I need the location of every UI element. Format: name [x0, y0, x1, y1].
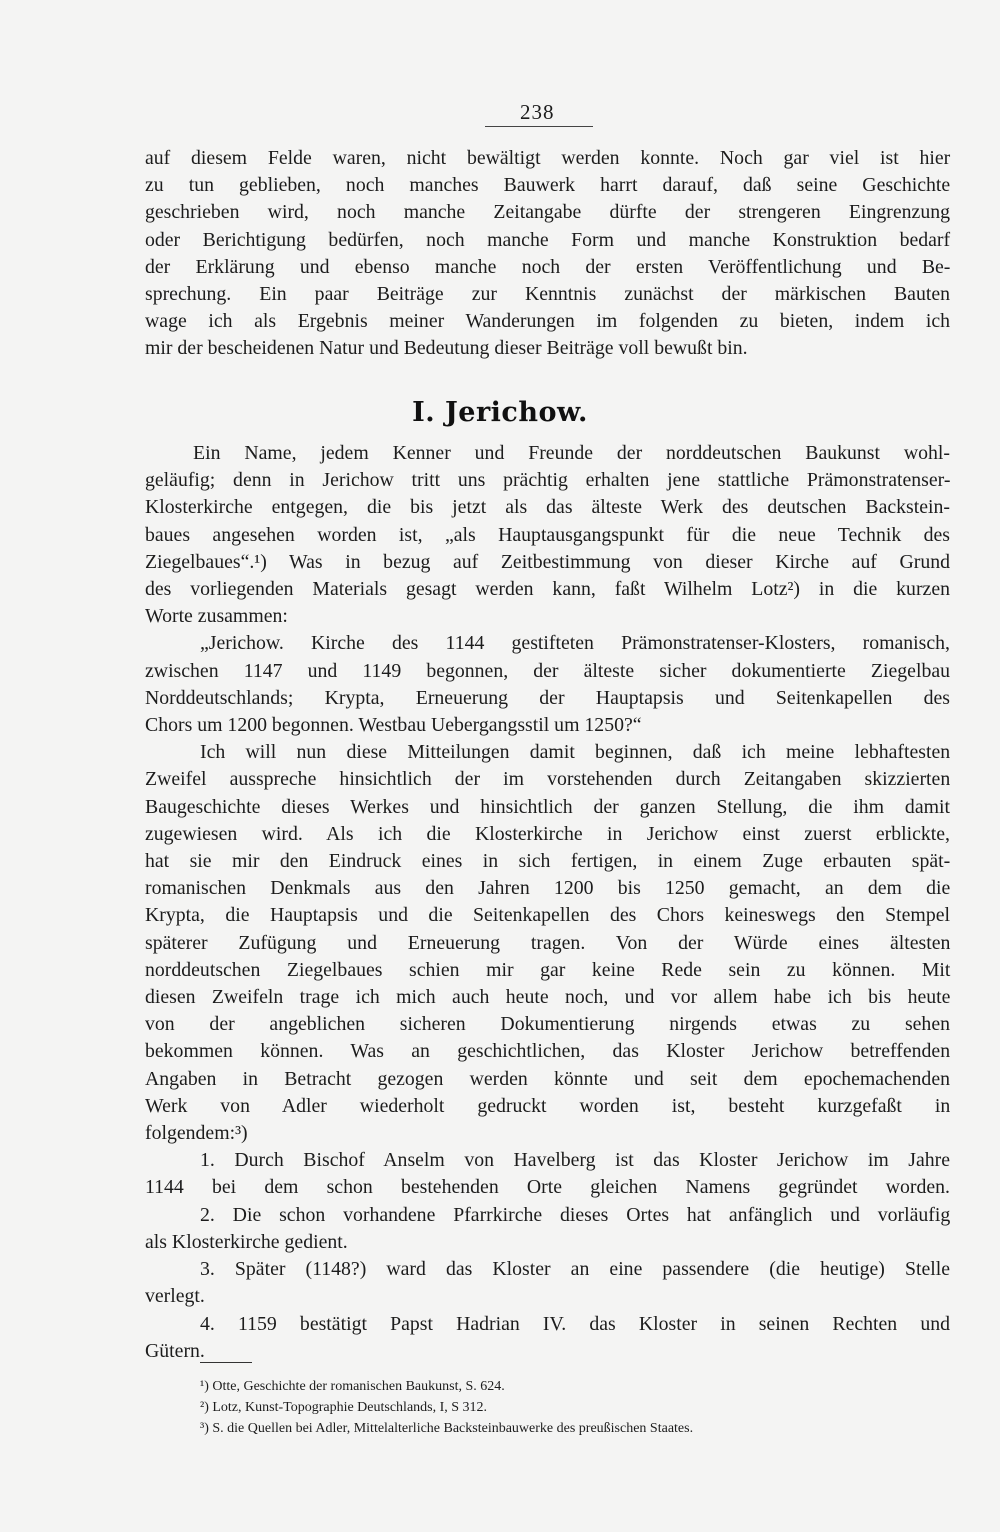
text-line: geschrieben wird, noch manche Zeitangabe dürfte der strengeren Eingrenzung — [145, 201, 950, 224]
text-line: 3. Später (1148?) ward das Kloster an eine passendere (die heutige) Stelle — [200, 1258, 950, 1281]
text-line: Klosterkirche entgegen, die bis jetzt als das älteste Werk des deutschen Backstein- — [145, 496, 950, 519]
text-line: Krypta, die Hauptapsis und die Seitenkapellen des Chors keineswegs den Stempel — [145, 904, 950, 927]
text-line: zu tun geblieben, noch manches Bauwerk harrt darauf, daß seine Geschichte — [145, 174, 951, 197]
text-line: 1144 bei dem schon bestehenden Orte gleichen Namens gegründet worden. — [145, 1176, 950, 1199]
text-line: Gütern. — [145, 1339, 205, 1362]
text-line: zugewiesen wird. Als ich die Klosterkirche in Jerichow einst zuerst erblickte, — [145, 822, 950, 845]
text-line: Angaben in Betracht gezogen werden könnte und seit dem epochemachenden — [145, 1067, 950, 1090]
text-line: zwischen 1147 und 1149 begonnen, der älteste sicher dokumentierte Ziegelbau — [145, 659, 950, 682]
text-line: späterer Zufügung und Erneuerung tragen. Von der Würde eines ältesten — [145, 931, 951, 954]
text-line: wage ich als Ergebnis meiner Wanderungen im folgenden zu bieten, indem ich — [145, 310, 950, 333]
page-number-rule — [485, 126, 593, 127]
footnote: ¹) Otte, Geschichte der romanischen Baukunst, S. 624. — [200, 1379, 505, 1394]
page-number: 238 — [520, 100, 555, 124]
footnote: ²) Lotz, Kunst-Topographie Deutschlands, I, S 312. — [200, 1400, 488, 1415]
text-line: baues angesehen worden ist, „als Hauptausgangspunkt für die neue Technik des — [145, 523, 950, 546]
text-line: Chors um 1200 begonnen. Westbau Uebergangsstil um 1250?“ — [145, 714, 642, 737]
text-line: von der angeblichen sicheren Dokumentierung nirgends etwas zu sehen — [145, 1013, 950, 1036]
section-heading: I. Jerichow. — [412, 397, 588, 428]
text-line: 1. Durch Bischof Anselm von Havelberg ist das Kloster Jerichow im Jahre — [200, 1149, 950, 1172]
text-line: Worte zusammen: — [145, 605, 288, 628]
text-line: bekommen können. Was an geschichtlichen, das Kloster Jerichow betreffenden — [145, 1040, 951, 1063]
text-line: Ziegelbaues“.¹) Was in bezug auf Zeitbestimmung von dieser Kirche auf Grund — [145, 550, 950, 573]
text-line: des vorliegenden Materials gesagt werden kann, faßt Wilhelm Lotz²) in die kurzen — [145, 578, 950, 601]
text-line: hat sie mir den Eindruck eines in sich fertigen, in einem Zuge erbauten spät- — [145, 850, 951, 873]
text-line: Ein Name, jedem Kenner und Freunde der norddeutschen Baukunst wohl- — [193, 442, 950, 464]
text-line: 4. 1159 bestätigt Papst Hadrian IV. das Kloster in seinen Rechten und — [200, 1312, 950, 1335]
footnotes — [200, 1376, 900, 1439]
text-line: geläufig; denn in Jerichow tritt uns prächtig erhalten jene stattliche Prämonstratenser- — [145, 469, 951, 492]
text-line: Baugeschichte dieses Werkes und hinsichtlich der ganzen Stellung, die ihm damit — [145, 795, 950, 818]
text-line: „Jerichow. Kirche des 1144 gestifteten Prämonstratenser-Klosters, romanisch, — [200, 632, 950, 655]
text-line: Werk von Adler wiederholt gedruckt worden ist, besteht kurzgefaßt in — [145, 1094, 951, 1117]
section-body — [145, 440, 950, 1365]
footnote: ³) S. die Quellen bei Adler, Mittelalterliche Backsteinbauwerke des preußischen Staates. — [200, 1421, 694, 1436]
text-line: Zweifel ausspreche hinsichtlich der im vorstehenden durch Zeitangaben skizzierten — [145, 768, 951, 791]
text-line: sprechung. Ein paar Beiträge zur Kenntnis zunächst der märkischen Bauten — [145, 283, 950, 306]
text-line: 2. Die schon vorhandene Pfarrkirche dieses Ortes hat anfänglich und vorläufig — [200, 1203, 951, 1226]
text-line: folgendem:³) — [145, 1122, 248, 1145]
text-line: als Klosterkirche gedient. — [145, 1230, 348, 1253]
text-line: der Erklärung und ebenso manche noch der ersten Veröffentlichung und Be- — [145, 255, 951, 278]
text-line: verlegt. — [145, 1285, 205, 1308]
text-line: romanischen Denkmals aus den Jahren 1200 bis 1250 gemacht, an dem die — [145, 877, 951, 900]
text-line: oder Berichtigung bedürfen, noch manche Form und manche Konstruktion bedarf — [145, 228, 951, 251]
text-line: Ich will nun diese Mitteilungen damit beginnen, daß ich meine lebhaftesten — [200, 741, 951, 764]
intro-paragraph — [145, 145, 950, 363]
text-line: mir der bescheidenen Natur und Bedeutung dieser Beiträge voll bewußt bin. — [145, 337, 748, 360]
footnote-rule — [200, 1362, 252, 1363]
text-line: auf diesem Felde waren, nicht bewältigt werden konnte. Noch gar viel ist hier — [145, 147, 951, 169]
text-line: diesen Zweifeln trage ich mich auch heute noch, und vor allem habe ich bis heute — [145, 986, 951, 1009]
text-line: norddeutschen Ziegelbaues schien mir gar keine Rede sein zu können. Mit — [145, 958, 951, 981]
text-line: Norddeutschlands; Krypta, Erneuerung der Hauptapsis und Seitenkapellen des — [145, 686, 950, 709]
